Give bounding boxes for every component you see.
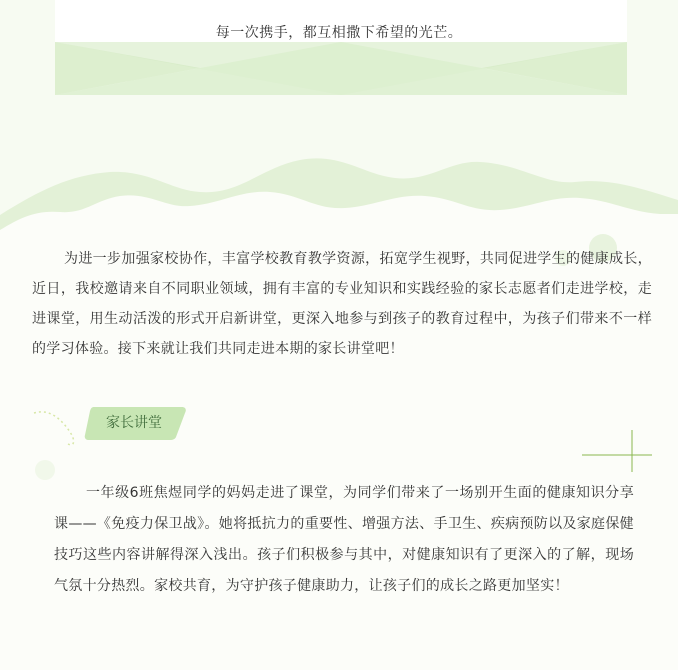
intro-paragraph: 为进一步加强家校协作，丰富学校教育教学资源，拓宽学生视野，共同促进学生的健康成长，近日，我校邀请来自不同职业领域，拥有丰富的专业知识和实践经验的家长志愿者们走进学校，走进课堂，用生动活泼的形式开启新讲堂，更深入地参与到孩子的教育过程中，为孩子们带来不一样的学习体验。接下来就让我们共同走进本期的家长讲堂吧！	[32, 251, 652, 357]
section-body-paragraph: 一年级6班焦煜同学的妈妈走进了课堂，为同学们带来了一场别开生面的健康知识分享课——《免疫力保卫战》。她将抵抗力的重要性、增强方法、手卫生、疾病预防以及家庭保健技巧这些内容讲解得深入浅出。孩子们积极参与其中，对健康知识有了更深入的了解，现场气氛十分热烈。家校共育，为守护孩子健康助力，让孩子们的成长之路更加坚实！	[54, 485, 634, 594]
section-tag-label: 家长讲堂	[106, 415, 162, 431]
section-tag	[84, 405, 188, 441]
decor-circle-3	[35, 460, 55, 480]
banner-caption: 每一次携手，都互相撒下希望的光芒。	[215, 25, 463, 41]
